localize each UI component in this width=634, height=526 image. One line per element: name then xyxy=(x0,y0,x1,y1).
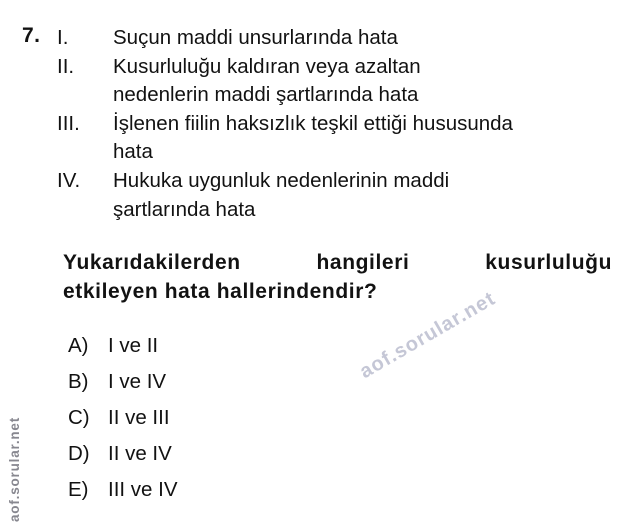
list-item-text: İşlenen fiilin haksızlık teşkil ettiği hususunda xyxy=(113,111,513,135)
list-item xyxy=(57,167,613,196)
option-letter: B) xyxy=(68,370,89,393)
option-a xyxy=(68,334,178,358)
option-text: II ve IV xyxy=(108,442,172,465)
option-d xyxy=(68,442,178,466)
option-text: III ve IV xyxy=(108,478,178,501)
list-item-continuation xyxy=(57,81,613,110)
list-item-text: şartlarında hata xyxy=(113,197,256,221)
option-e xyxy=(68,478,178,502)
list-item-text: hata xyxy=(113,140,153,164)
prompt-line-2: etkileyen hata hallerindendir? xyxy=(63,280,378,303)
option-text: II ve III xyxy=(108,406,170,429)
option-text: I ve IV xyxy=(108,370,167,393)
statement-list xyxy=(57,24,613,224)
prompt-line-1 xyxy=(63,248,612,277)
list-item-continuation xyxy=(57,138,613,167)
list-item xyxy=(57,110,613,139)
list-item xyxy=(57,24,613,53)
indent-spacer xyxy=(57,196,113,225)
roman-numeral: IV. xyxy=(57,168,81,192)
prompt-word: Yukarıdakilerden xyxy=(63,251,241,274)
option-letter: A) xyxy=(68,334,89,357)
watermark-diagonal: aof.sorular.net xyxy=(356,287,500,384)
prompt-word: kusurluluğu xyxy=(485,251,612,274)
prompt-word: hangileri xyxy=(316,251,410,274)
question-number: 7. xyxy=(22,24,41,47)
option-b xyxy=(68,370,178,394)
answer-options xyxy=(68,334,178,514)
indent-spacer xyxy=(57,81,113,110)
question-prompt xyxy=(63,248,612,306)
list-item-text: Suçun maddi unsurlarında hata xyxy=(113,26,398,49)
option-letter: D) xyxy=(68,442,90,465)
option-text: I ve II xyxy=(108,334,159,357)
roman-numeral: II. xyxy=(57,54,75,78)
list-item-text: Hukuka uygunluk nedenlerinin maddi xyxy=(113,168,450,192)
roman-numeral: III. xyxy=(57,111,80,135)
list-item-continuation xyxy=(57,196,613,225)
list-item-text: nedenlerin maddi şartlarında hata xyxy=(113,83,419,107)
indent-spacer xyxy=(57,138,113,167)
list-item xyxy=(57,53,613,82)
roman-numeral: I. xyxy=(57,26,69,49)
list-item-text: Kusurluluğu kaldıran veya azaltan xyxy=(113,54,421,78)
option-c xyxy=(68,406,178,430)
option-letter: C) xyxy=(68,406,90,429)
option-letter: E) xyxy=(68,478,89,501)
watermark-vertical: aof.sorular.net xyxy=(7,416,22,522)
